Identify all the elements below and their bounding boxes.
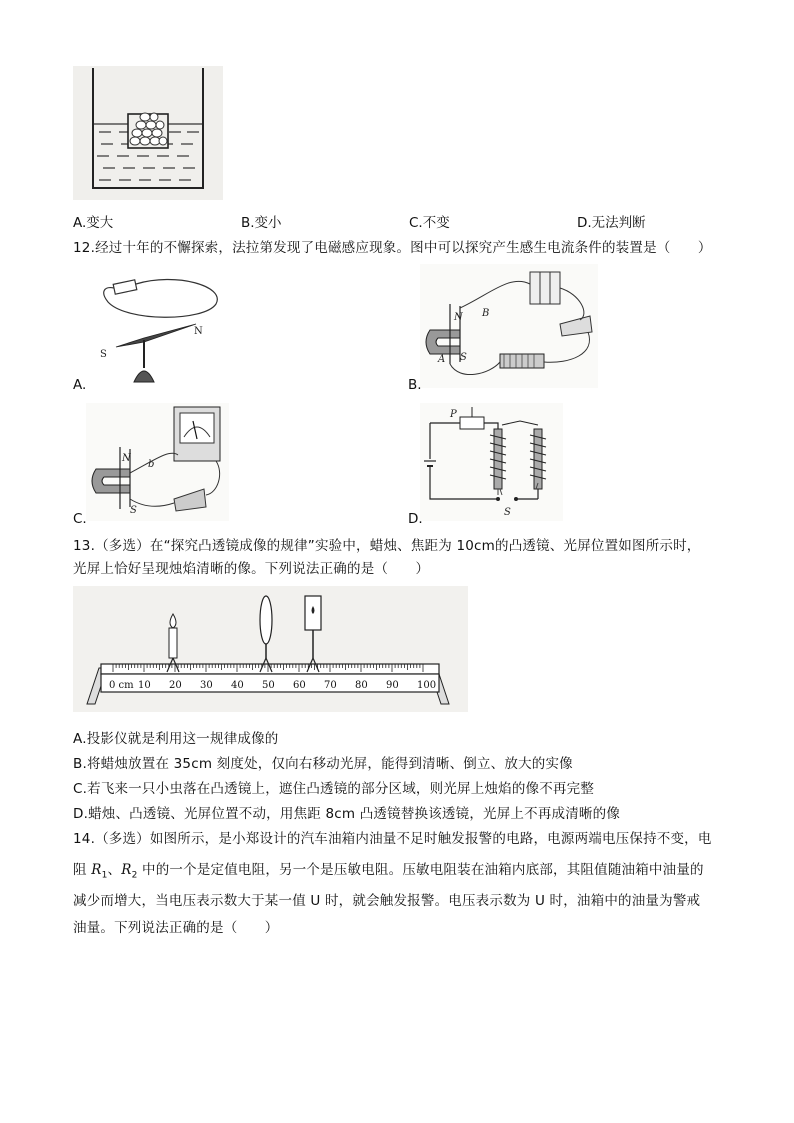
ruler-tick-label: 20: [169, 680, 182, 691]
q12-b-label-b: B: [482, 308, 490, 319]
q12-a-label-n: N: [194, 326, 203, 337]
ruler-tick-label: 40: [231, 680, 244, 691]
q12-c-label-n: N: [122, 453, 131, 464]
q12-b-label-n: N: [454, 312, 463, 323]
q11-option-d: D.无法判断: [577, 215, 646, 231]
q13-ruler-unit: 0 cm: [109, 680, 134, 691]
ruler-tick-label: 10: [138, 680, 151, 691]
q14-stem-line-2: [73, 858, 704, 881]
q11-option-c: C.不变: [409, 215, 450, 231]
ruler-tick-label: 100: [417, 680, 437, 691]
q12-label-c: C.: [73, 511, 87, 527]
q13-option-a: A.投影仪就是利用这一规律成像的: [73, 731, 279, 747]
q12-d-label-p: P: [450, 409, 457, 420]
ruler-tick-label: 90: [386, 680, 399, 691]
ruler-tick-label: 80: [355, 680, 368, 691]
q13-stem-line-2: 光屏上恰好呈现烛焰清晰的像。下列说法正确的是（ ）: [73, 561, 430, 577]
q12-b-label-a: A: [438, 354, 446, 365]
q14-text-sep: 、: [107, 862, 122, 878]
ruler-tick-label: 50: [262, 680, 275, 691]
q12-c-label-b: b: [148, 459, 155, 470]
q12-figure-c: [86, 403, 229, 521]
ruler-tick-label: 60: [293, 680, 306, 691]
q11-option-a: A.变大: [73, 215, 114, 231]
q14-stem-line-4: 油量。下列说法正确的是（ ）: [73, 920, 279, 936]
q13-option-d: D.蜡烛、凸透镜、光屏位置不动，用焦距 8cm 凸透镜替换该透镜，光屏上不再成清晰的像: [73, 806, 621, 822]
q14-text-resistor-rest: 中的一个是定值电阻，另一个是压敏电阻。压敏电阻装在油箱内底部，其阻值随油箱中油量的: [137, 862, 704, 878]
q13-option-b: B.将蜡烛放置在 35cm 刻度处，仅向右移动光屏，能得到清晰、倒立、放大的实像: [73, 756, 573, 772]
ruler-tick-label: 30: [200, 680, 213, 691]
q14-symbol-r1-sub: 1: [101, 870, 108, 881]
q11-figure: [73, 66, 223, 200]
q12-figure-a: [86, 272, 236, 388]
q14-stem-line-3: 减少而增大，当电压表示数大于某一值 U 时，就会触发报警。电压表示数为 U 时，油箱中的油量为警戒: [73, 893, 701, 909]
q12-c-label-s: S: [130, 505, 137, 516]
q12-label-d: D.: [408, 511, 423, 527]
q12-label-b: B.: [408, 377, 422, 393]
q14-stem-line-1: 14.（多选）如图所示，是小郑设计的汽车油箱内油量不足时触发报警的电路，电源两端电压保持不变，电: [73, 831, 712, 847]
q12-a-label-s: S: [100, 349, 107, 360]
q14-symbol-r2-sub: 2: [131, 870, 138, 881]
q12-label-a: A.: [73, 377, 87, 393]
q13-stem-line-1: 13.（多选）在“探究凸透镜成像的规律”实验中，蜡烛、焦距为 10cm的凸透镜、光屏位置如图所示时，: [73, 538, 701, 554]
q11-option-b: B.变小: [241, 215, 282, 231]
q14-symbol-r2: R: [121, 862, 132, 878]
q13-figure-optical-bench: [73, 586, 468, 712]
q14-text-resistor-prefix: 阻: [73, 862, 92, 878]
q12-stem: 12.经过十年的不懈探索，法拉第发现了电磁感应现象。图中可以探究产生感生电流条件的装置是（ ）: [73, 240, 712, 256]
q12-d-label-s: S: [504, 507, 511, 518]
q12-b-label-s: S: [460, 352, 467, 363]
q12-figure-b: [420, 264, 598, 388]
q14-symbol-r1: R: [91, 862, 102, 878]
ruler-tick-label: 70: [324, 680, 337, 691]
q13-option-c: C.若飞来一只小虫落在凸透镜上，遮住凸透镜的部分区域，则光屏上烛焰的像不再完整: [73, 781, 595, 797]
q12-figure-d: [420, 403, 563, 521]
